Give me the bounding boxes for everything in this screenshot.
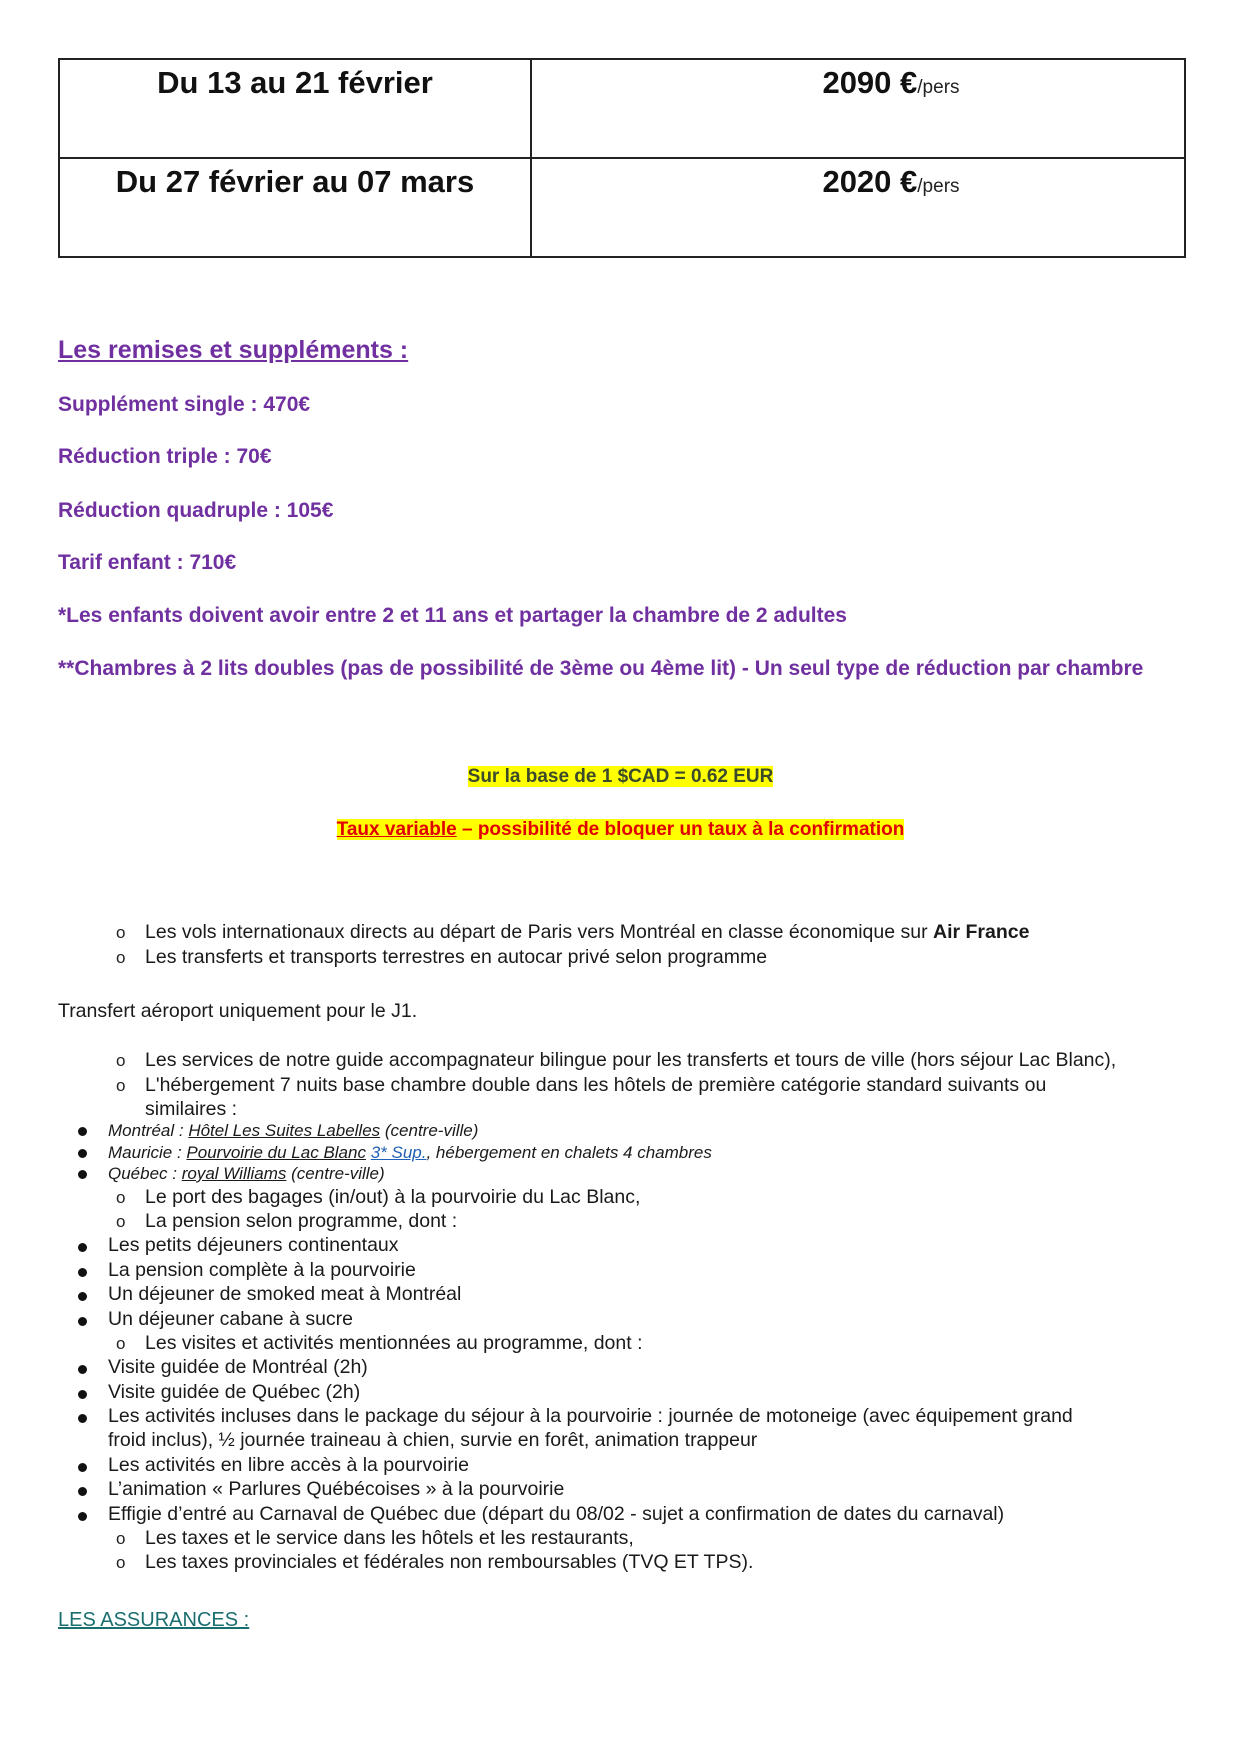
circle-bullet-icon: o (116, 1188, 126, 1207)
date-range: Du 13 au 21 février (157, 65, 433, 100)
visit-item: Effigie d’entré au Carnaval de Québec due (départ du 08/02 - sujet a confirmation de dates du carnaval) (108, 1503, 1005, 1525)
price-unit: /pers (917, 176, 960, 197)
visit-item: Visite guidée de Québec (2h) (108, 1381, 361, 1403)
bullet-dot-icon (78, 1390, 87, 1399)
discount-line: Réduction quadruple : 105€ (58, 499, 334, 522)
circle-bullet-icon: o (116, 1553, 126, 1572)
circle-bullet-icon: o (116, 1334, 126, 1353)
list-item: Les taxes et le service dans les hôtels et les restaurants, (145, 1527, 634, 1549)
price-unit: /pers (917, 77, 960, 98)
list-item-continued: similaires : (145, 1098, 238, 1120)
list-item: Les visites et activités mentionnées au programme, dont : (145, 1332, 643, 1354)
price-cell (531, 59, 1185, 158)
board-item: Un déjeuner de smoked meat à Montréal (108, 1283, 462, 1305)
date-cell (59, 158, 531, 257)
circle-bullet-icon: o (116, 1529, 126, 1548)
list-item: La pension selon programme, dont : (145, 1210, 458, 1232)
board-item: Un déjeuner cabane à sucre (108, 1308, 353, 1330)
list-item: Les vols internationaux directs au départ de Paris vers Montréal en classe économique sur Air France (145, 921, 1030, 943)
discount-note: *Les enfants doivent avoir entre 2 et 11 ans et partager la chambre de 2 adultes (58, 604, 847, 627)
price-table (58, 58, 1186, 258)
discount-line: Tarif enfant : 710€ (58, 551, 237, 574)
date-range: Du 27 février au 07 mars (115, 164, 475, 199)
price-cell (531, 158, 1185, 257)
price-amount: 2090 € (822, 65, 918, 100)
exchange-rate-variable: Taux variable – possibilité de bloquer un taux à la confirmation (336, 819, 905, 840)
bullet-dot-icon (78, 1170, 87, 1179)
table-row (59, 158, 1185, 257)
circle-bullet-icon: o (116, 948, 126, 967)
stars-link[interactable]: 3* Sup. (370, 1143, 427, 1162)
visit-item: Visite guidée de Montréal (2h) (108, 1356, 368, 1378)
visit-item: Les activités en libre accès à la pourvoirie (108, 1454, 469, 1476)
date-cell (59, 59, 531, 158)
bullet-dot-icon (78, 1317, 87, 1326)
list-item: Les transferts et transports terrestres en autocar privé selon programme (145, 946, 768, 968)
bullet-dot-icon (78, 1512, 87, 1521)
discount-note: **Chambres à 2 lits doubles (pas de possibilité de 3ème ou 4ème lit) - Un seul type de réduction par chambre (58, 657, 1144, 680)
table-row (59, 59, 1185, 158)
list-item: Le port des bagages (in/out) à la pourvoirie du Lac Blanc, (145, 1186, 641, 1208)
hotel-mauricie: Mauricie : Pourvoirie du Lac Blanc 3* Sup., hébergement en chalets 4 chambres (108, 1143, 712, 1162)
hotel-montreal: Montréal : Hôtel Les Suites Labelles (centre-ville) (108, 1121, 479, 1140)
hotel-quebec: Québec : royal Williams (centre-ville) (108, 1164, 385, 1183)
bullet-dot-icon (78, 1149, 87, 1158)
bullet-dot-icon (78, 1414, 87, 1423)
price-amount: 2020 € (822, 164, 918, 199)
discount-line: Réduction triple : 70€ (58, 445, 272, 468)
visit-item: L’animation « Parlures Québécoises » à la pourvoirie (108, 1478, 565, 1500)
bullet-dot-icon (78, 1127, 87, 1136)
visit-item: Les activités incluses dans le package du séjour à la pourvoirie : journée de motoneige (avec équipement grand (108, 1405, 1073, 1427)
circle-bullet-icon: o (116, 1076, 126, 1095)
circle-bullet-icon: o (116, 923, 126, 942)
bullet-dot-icon (78, 1243, 87, 1252)
list-item: L'hébergement 7 nuits base chambre double dans les hôtels de première catégorie standard suivants ou (145, 1074, 1047, 1096)
list-item: Les services de notre guide accompagnateur bilingue pour les transferts et tours de ville (hors séjour Lac Blanc), (145, 1049, 1117, 1071)
airport-note: Transfert aéroport uniquement pour le J1. (58, 1000, 418, 1022)
exchange-rate-base: Sur la base de 1 $CAD = 0.62 EUR (467, 766, 774, 787)
bullet-dot-icon (78, 1487, 87, 1496)
discount-line: Supplément single : 470€ (58, 393, 311, 416)
circle-bullet-icon: o (116, 1212, 126, 1231)
discounts-title: Les remises et suppléments : (58, 336, 409, 364)
list-item: Les taxes provinciales et fédérales non remboursables (TVQ ET TPS). (145, 1551, 754, 1573)
board-item: La pension complète à la pourvoirie (108, 1259, 416, 1281)
board-item: Les petits déjeuners continentaux (108, 1234, 399, 1256)
circle-bullet-icon: o (116, 1051, 126, 1070)
bullet-dot-icon (78, 1365, 87, 1374)
visit-item-continued: froid inclus), ½ journée traineau à chien, survie en forêt, animation trappeur (108, 1429, 758, 1451)
bullet-dot-icon (78, 1292, 87, 1301)
bullet-dot-icon (78, 1463, 87, 1472)
bullet-dot-icon (78, 1268, 87, 1277)
insurance-title: LES ASSURANCES : (58, 1609, 250, 1631)
